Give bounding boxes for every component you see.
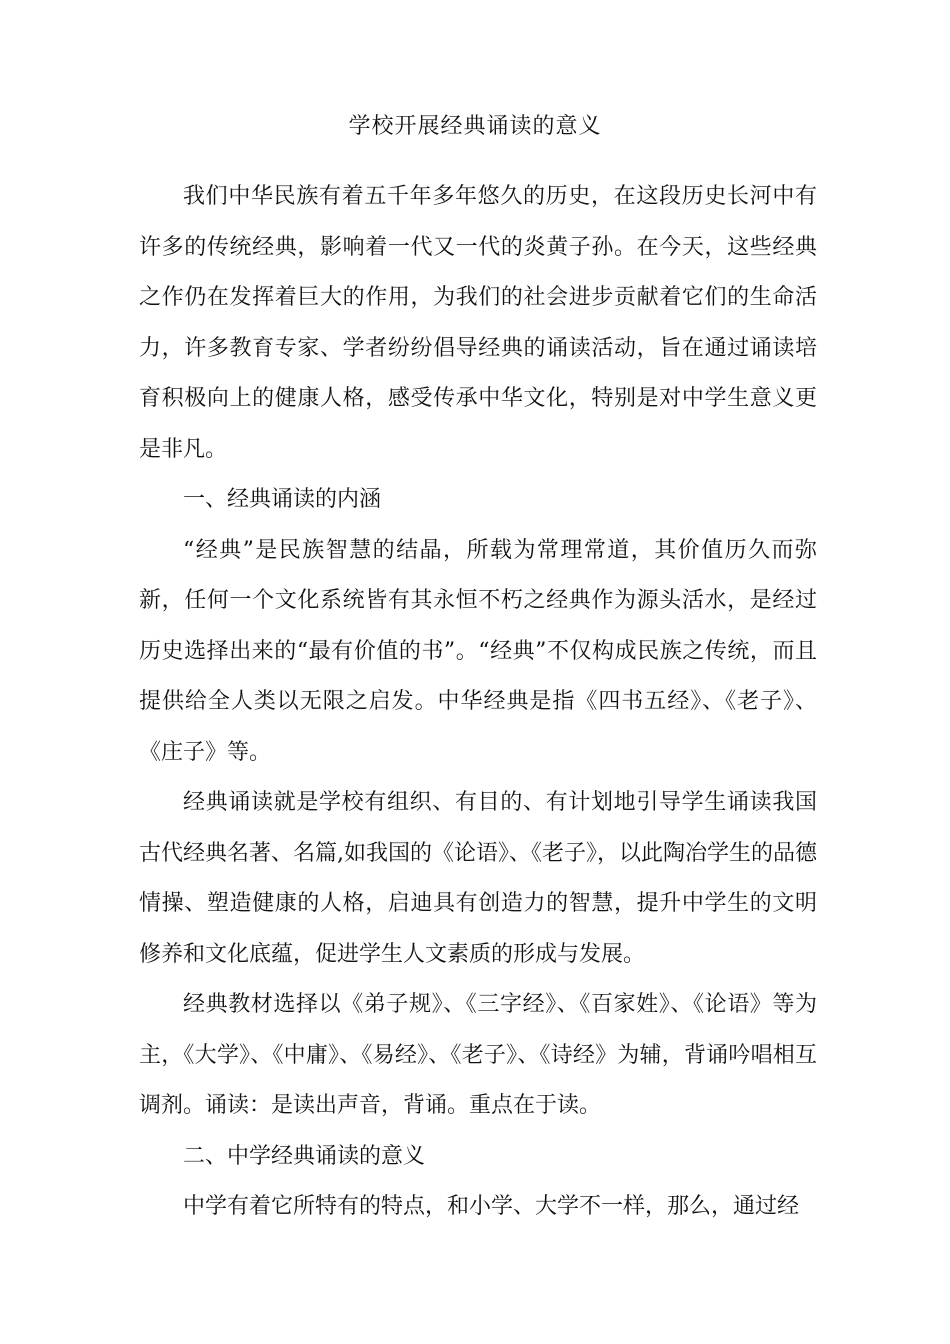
paragraph-recitation-definition: 经典诵读就是学校有组织、有目的、有计划地引导学生诵读我国古代经典名著、名篇,如我国的《论语》、《老子》，以此陶冶学生的品德情操、塑造健康的人格，启迪具有创造力的智慧，提升中学生的文明修养和文化底蕴，促进学生人文素质的形成与发展。 — [139, 790, 817, 967]
paragraph-intro: 我们中华民族有着五千年多年悠久的历史，在这段历史长河中有许多的传统经典，影响着一代又一代的炎黄子孙。在今天，这些经典之作仍在发挥着巨大的作用，为我们的社会进步贡献着它们的生命活力，许多教育专家、学者纷纷倡导经典的诵读活动，旨在通过诵读培育积极向上的健康人格，感受传承中华文化，特别是对中学生意义更是非凡。 — [139, 184, 817, 462]
document-title: 学校开展经典诵读的意义 — [348, 114, 602, 139]
section-heading-2: 二、中学经典诵读的意义 — [183, 1143, 426, 1169]
document-body — [139, 172, 817, 1233]
paragraph-classics-definition: “经典”是民族智慧的结晶，所载为常理常道，其价值历久而弥新，任何一个文化系统皆有其永恒不朽之经典作为源头活水，是经过历史选择出来的“最有价值的书”。“经典”不仅构成民族之传统，而且提供给全人类以无限之启发。中华经典是指《四书五经》、《老子》、《庄子》等。 — [139, 537, 817, 765]
paragraph-textbook-selection: 经典教材选择以《弟子规》、《三字经》、《百家姓》、《论语》等为主，《大学》、《中庸》、《易经》、《老子》、《诗经》为辅，背诵吟唱相互调剂。诵读：是读出声音，背诵。重点在于读。 — [139, 992, 817, 1118]
section-heading-1: 一、经典诵读的内涵 — [183, 487, 382, 512]
paragraph-middle-school: 中学有着它所特有的特点，和小学、大学不一样，那么，通过经 — [183, 1194, 800, 1219]
